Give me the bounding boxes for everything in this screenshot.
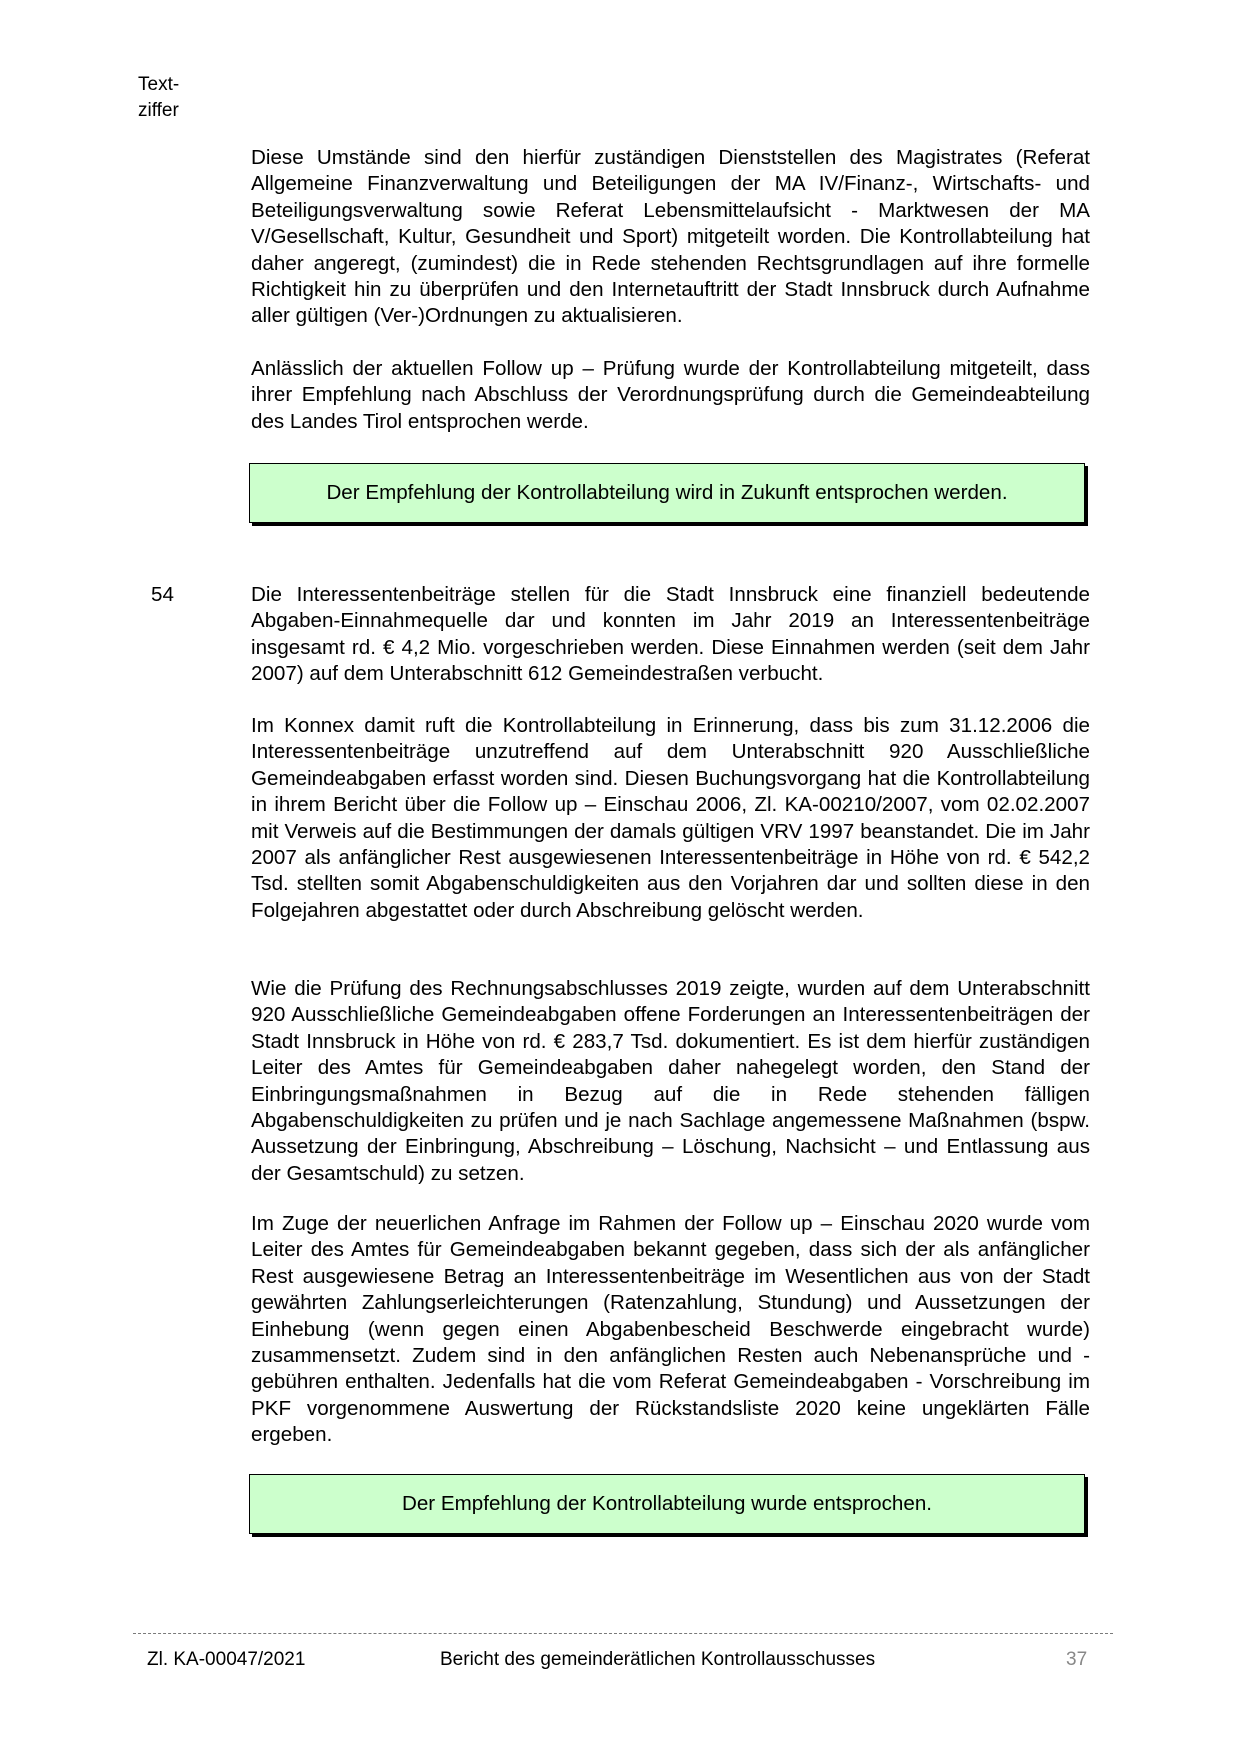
paragraph-prev-1: Diese Umstände sind den hierfür zuständigen Dienststellen des Magistrates (Referat Allgemeine Finanzverwaltung und Beteiligungen der MA IV/Finanz-, Wirtschafts- und Beteiligungsverwaltung sowie Referat Lebensmittelaufsicht - Marktwesen der MA V/Gesellschaft, Kultur, Gesundheit und Sport) mitgeteilt worden. Die Kontrollabteilung hat daher angeregt, (zumindest) die in Rede stehenden Rechtsgrundlagen auf ihre formelle Richtigkeit hin zu überprüfen und den Internetauftritt der Stadt Innsbruck durch Aufnahme aller gültigen (Ver-)Ordnungen zu aktualisieren. [251,146,1090,328]
recommendation-box-future [249,463,1085,523]
paragraph-prev-2: Anlässlich der aktuellen Follow up – Prüfung wurde der Kontrollabteilung mitgeteilt, dass ihrer Empfehlung nach Abschluss der Verordnungsprüfung durch die Gemeindeabteilung des Landes Tirol entsprochen werde. [251,357,1090,433]
page-number: 37 [1066,1649,1088,1670]
paragraph-54-3: Wie die Prüfung des Rechnungsabschlusses 2019 zeigte, wurden auf dem Unterabschnitt 920 Ausschließliche Gemeindeabgaben offene Forderungen an Interessentenbeiträgen der Stadt Innsbruck in Höhe von rd. € 283,7 Tsd. dokumentiert. Es ist dem hierfür zuständigen Leiter des Amtes für Gemeindeabgaben daher nahegelegt worden, den Stand der Einbringungsmaßnahmen in Bezug auf die in Rede stehenden fälligen Abgabenschuldigkeiten zu prüfen und je nach Sachlage angemessene Maßnahmen (bspw. Aussetzung der Einbringung, Abschreibung – Löschung, Nachsicht – und Entlassung aus der Gesamtschuld) zu setzen. [251,977,1090,1185]
recommendation-text-fulfilled: Der Empfehlung der Kontrollabteilung wurde entsprochen. [401,1492,933,1515]
margin-label-textziffer [138,72,179,124]
margin-label-line1: Text- [138,74,180,95]
paragraph-54-2: Im Konnex damit ruft die Kontrollabteilung in Erinnerung, dass bis zum 31.12.2006 die Interessentenbeiträge unzutreffend auf dem Unterabschnitt 920 Ausschließliche Gemeindeabgaben erfasst worden sind. Diesen Buchungsvorgang hat die Kontrollabteilung in ihrem Bericht über die Follow up – Einschau 2006, Zl. KA-00210/2007, vom 02.02.2007 mit Verweis auf die Bestimmungen der damals gültigen VRV 1997 beanstandet. Die im Jahr 2007 als anfänglicher Rest ausgewiesenen Interessentenbeiträge in Höhe von rd. € 542,2 Tsd. stellten somit Abgabenschuldigkeiten aus den Vorjahren dar und sollten diese in den Folgejahren abgestattet oder durch Abschreibung gelöscht werden. [251,714,1090,922]
textziffer-number: 54 [151,583,174,606]
footer-reference: Zl. KA-00047/2021 [147,1649,306,1670]
footer-divider [133,1633,1113,1634]
paragraph-54-4: Im Zuge der neuerlichen Anfrage im Rahmen der Follow up – Einschau 2020 wurde vom Leiter des Amtes für Gemeindeabgaben bekannt gegeben, dass sich der als anfänglicher Rest ausgewiesene Betrag an Interessentenbeiträge im Wesentlichen aus von der Stadt gewährten Zahlungserleichterungen (Ratenzahlung, Stundung) und Aussetzungen der Einhebung (wenn gegen einen Abgabenbescheid Beschwerde eingebracht wurde) zusammensetzt. Zudem sind in den anfänglichen Resten auch Nebenansprüche und -gebühren enthalten. Jedenfalls hat die vom Referat Gemeindeabgaben - Vorschreibung im PKF vorgenommene Auswertung der Rückstandsliste 2020 keine ungeklärten Fälle ergeben. [251,1212,1090,1447]
paragraph-54-1: Die Interessentenbeiträge stellen für die Stadt Innsbruck eine finanziell bedeutende Abgaben-Einnahmequelle dar und konnten im Jahr 2019 an Interessentenbeiträge insgesamt rd. € 4,2 Mio. vorgeschrieben werden. Diese Einnahmen werden (seit dem Jahr 2007) auf dem Unterabschnitt 612 Gemeindestraßen verbucht. [251,583,1090,686]
recommendation-box-fulfilled [249,1474,1085,1534]
recommendation-text-future: Der Empfehlung der Kontrollabteilung wird in Zukunft entsprochen werden. [326,481,1008,504]
footer-title: Bericht des gemeinderätlichen Kontrollausschusses [440,1649,876,1670]
margin-label-line2: ziffer [138,100,179,121]
